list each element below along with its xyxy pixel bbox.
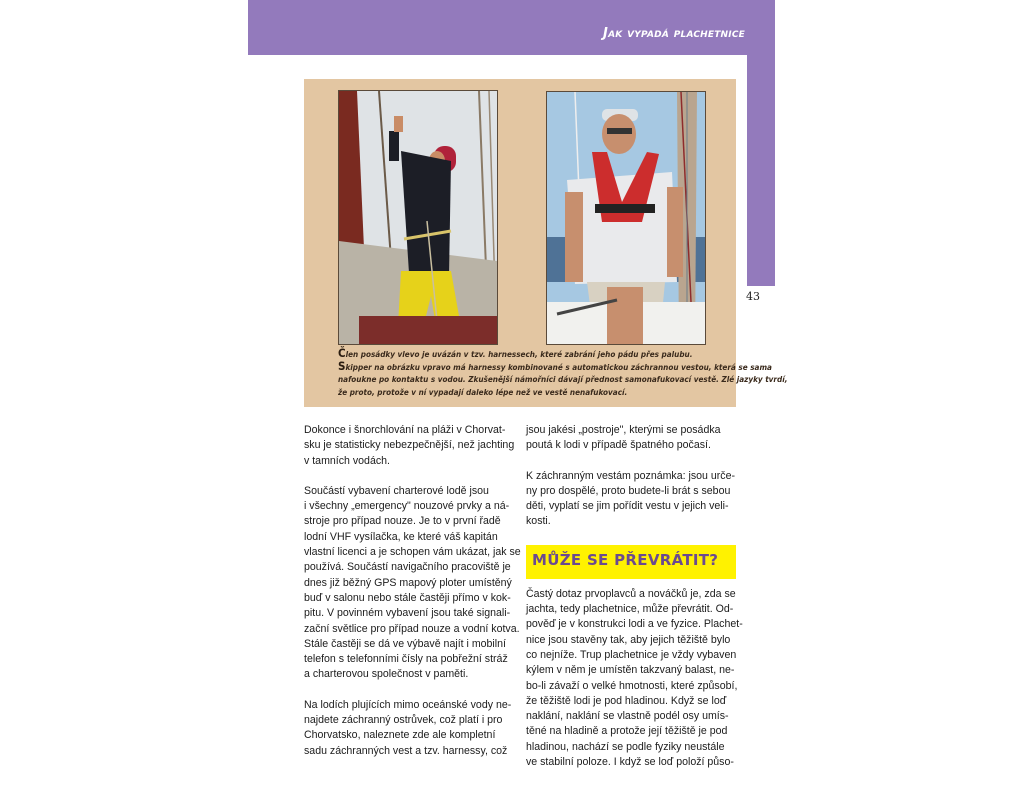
text-line: kosti. xyxy=(526,515,551,528)
text-line: ny pro dospělé, proto budete-li brát s sebou xyxy=(526,484,731,497)
caption-line-1: len posádky vlevo je uvázán v tzv. harnessech, které zabrání jeho pádu přes palubu. xyxy=(345,349,693,359)
text-line: Chorvatsko, naleznete zde ale kompletní xyxy=(304,729,496,742)
section-heading: MŮŽE SE PŘEVRÁTIT? xyxy=(532,550,719,569)
text-line: kýlem v něm je umístěn takzvaný balast, ne- xyxy=(526,664,735,677)
text-line: sku je statisticky nebezpečnější, než jachting xyxy=(304,439,515,452)
text-line: Stále častěji se dá ve výbavě najít i mobilní xyxy=(304,637,506,650)
text-line: nice jsou stavěny tak, aby jejich těžiště bylo xyxy=(526,633,731,646)
text-line: vlastní licenci a je schopen vám ukázat, jak se xyxy=(304,546,521,559)
text-line: najdete záchranný ostrůvek, což platí i pro xyxy=(304,714,503,727)
text-line: používá. Součástí navigačního pracoviště je xyxy=(304,561,511,574)
text-line: sadu záchranných vest a tzv. harnessy, což xyxy=(304,744,508,757)
text-line: jachta, tedy plachetnice, může převrátit. Od- xyxy=(526,603,734,616)
text-line: K záchranným vestám poznámka: jsou urče- xyxy=(526,469,736,482)
photo-crew-in-harness xyxy=(338,90,498,345)
caption-initial-s: S xyxy=(338,359,346,374)
section-heading-box xyxy=(526,545,736,579)
paragraph-emergency-equipment xyxy=(304,484,521,683)
text-line: ve stabilní poloze. I když se loď položí půso- xyxy=(526,756,734,769)
header-band xyxy=(248,0,775,55)
photo-skipper-with-lifevest xyxy=(546,91,706,345)
text-line: děti, vyplatí se jim pořídit vestu v jejich veli- xyxy=(526,500,729,513)
text-line: Častý dotaz prvoplavců a nováčků je, zda se xyxy=(526,587,736,600)
text-line: co nejníže. Trup plachetnice je vždy vybaven xyxy=(526,648,737,661)
caption-line-3: nafoukne po kontaktu s vodou. Zkušenější námořníci dávají přednost samonafukovací vestě. Zlé jazyky tvrdí, xyxy=(338,374,788,385)
text-line: lodní VHF vysílačka, ke které váš kapitán xyxy=(304,530,498,543)
text-line: že těžiště lodi je pod hladinou. Když se loď xyxy=(526,694,727,707)
caption-line-4: že proto, protože v ní vypadají daleko lépe než ve vestě nenafukovací. xyxy=(338,386,628,397)
caption-line-2: kipper na obrázku vpravo má harnessy kombinované s automatickou záchrannou vestou, která se sama xyxy=(345,362,772,373)
paragraph-lifevest-note xyxy=(526,469,738,530)
text-line: stroje pro případ nouze. Je to v první řadě xyxy=(304,515,501,528)
text-line: pitu. V povinném vybavení jsou také signali- xyxy=(304,607,511,620)
text-line: poutá k lodi v případě špatného počasí. xyxy=(526,439,711,452)
text-line: zační světlice pro případ nouze a vodní kotva. xyxy=(304,622,520,635)
text-column-right xyxy=(526,423,743,785)
text-line: v tamních vodách. xyxy=(304,454,390,467)
text-column-left xyxy=(304,423,521,774)
text-line: a charterovou společnost v paměti. xyxy=(304,668,469,681)
photo-caption xyxy=(338,346,788,398)
text-line: Na lodích plujících mimo oceánské vody ne- xyxy=(304,698,512,711)
text-line: pověď je v konstrukci lodi a ve fyzice. Plachet- xyxy=(526,618,743,631)
paragraph-harness xyxy=(526,423,738,454)
caption-initial-c: Č xyxy=(338,346,346,360)
text-line: telefon s telefonními čísly na pobřežní stráž xyxy=(304,653,508,666)
paragraph-capsize xyxy=(526,587,743,771)
paragraph-life-raft xyxy=(304,698,516,759)
text-line: jsou jakési „postroje", kterými se posádka xyxy=(526,424,721,436)
page-number: 43 xyxy=(746,290,760,303)
paragraph-snorkeling xyxy=(304,423,516,469)
section-title: Jak vypadá plachetnice xyxy=(603,26,745,41)
text-line: dnes již běžný GPS mapový ploter umístěný xyxy=(304,576,512,589)
text-line: Dokonce i šnorchlování na pláži v Chorvat- xyxy=(304,424,506,436)
text-line: bo-li závaží o velké hmotnosti, které způsobí, xyxy=(526,679,738,692)
side-accent-band xyxy=(747,55,775,286)
text-line: naklání, naklání se vlastně podél osy umís- xyxy=(526,710,729,723)
text-line: buď v salonu nebo stále častěji přímo v kok- xyxy=(304,591,511,604)
text-line: i všechny „emergency" nouzové prvky a ná- xyxy=(304,500,510,513)
text-line: hladinou, nachází se podle fyziky neustále xyxy=(526,740,725,753)
text-line: Součástí vybavení charterové lodě jsou xyxy=(304,484,489,497)
text-line: těné na hladině a protože její těžiště je pod xyxy=(526,725,728,738)
